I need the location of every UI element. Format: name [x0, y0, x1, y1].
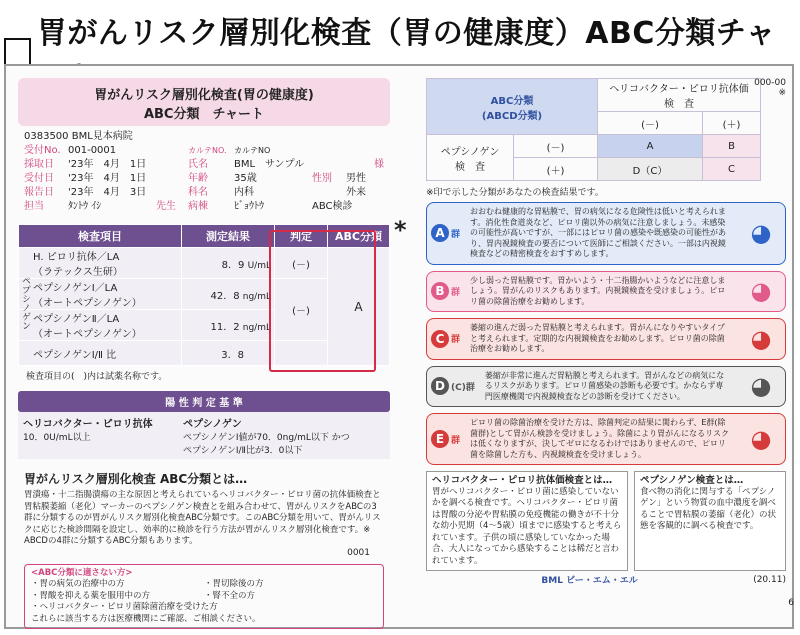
group-row: [426, 202, 786, 265]
column-header: ABC分類: [328, 225, 390, 248]
info-label: 報告日: [24, 187, 54, 198]
item-unit: U/mL: [247, 260, 271, 271]
neg-label: (－): [598, 112, 703, 135]
logo-text: BML: [541, 576, 563, 586]
chart-header: ABC分類 (ABCD分類): [427, 79, 598, 135]
classification-chart: [426, 78, 786, 181]
abc-result: A: [328, 248, 390, 366]
info-label: 受付No.: [24, 145, 61, 156]
pepsinogen-panel: [634, 471, 786, 571]
item-name: H. ピロリ抗体／LA （ラテックス生研）: [19, 248, 182, 279]
pylori-heading: ヘリコバクター・ピロリ抗体価検査とは…: [432, 475, 613, 486]
group-text: 萎縮が非常に進んだ胃粘膜と考えられます。胃がんなどの病気になるリスクがあります。ピロリ菌感染の診断も必要です。かならず専門医療機関で内視鏡検査などの診断を受けてください。: [484, 370, 725, 401]
info-label: 科名: [188, 187, 208, 198]
unsuitable-box: [24, 564, 384, 630]
patient-info: [18, 126, 390, 218]
criteria-right-heading: ペプシノゲン: [183, 419, 242, 430]
table-note: 検査項目の( )内は試薬名称です。: [26, 372, 168, 382]
left-page: [18, 78, 390, 635]
group-letter: E: [431, 430, 449, 448]
group-name: 群: [451, 229, 461, 240]
info-row: [24, 186, 384, 200]
report-sheet: [4, 64, 794, 629]
side-label: ペプシノゲン: [20, 276, 30, 330]
item-value: 8．9: [221, 259, 245, 271]
info-label: 病棟: [188, 201, 208, 212]
info-label: 採取日: [24, 159, 54, 170]
info-label: 氏名: [188, 159, 208, 170]
list-item: ・胃切除後の方: [204, 579, 264, 589]
date-label: (20.11): [753, 574, 786, 585]
stomach-icon: ◕: [750, 324, 772, 353]
code-label: 0001: [347, 547, 370, 558]
cell-c: C: [703, 158, 761, 181]
group-letter: A: [431, 224, 449, 242]
column-header: 検査項目: [19, 225, 182, 248]
info-value: '23年 4月 3日: [68, 187, 147, 198]
cell-d: D（C）: [598, 158, 703, 181]
info-value: カルテNO: [234, 146, 271, 155]
group-text: おおむね健康的な胃粘膜で、胃の病気になる危険性は低いと考えられます。消化性食道炎など、ピロリ菌以外の病気に注意しましょう。未感染の可能性が高いですが、一部にはピロリ菌の感染や既感染の可能性があり、胃内視鏡検査の要否について医師にご相談ください。一部は内視鏡検査などの精密検査をおすすめします。: [470, 207, 727, 258]
pepsinogen-text: 食べ物の消化に関与する「ペプシノゲン」という物質の血中濃度を調べることで胃粘膜の萎縮（老化）の状態を客観的に調べる検査です。: [640, 486, 777, 531]
cell-b: B: [703, 135, 761, 158]
item-name: ペプシノゲンⅠ／LA （オートペプシノゲン）: [19, 279, 182, 310]
group-name: 群: [451, 335, 461, 346]
abc-description: 胃潰瘍・十二指腸潰瘍の主な原因と考えられているヘリコバクター・ピロリ菌の抗体価検査と胃粘膜萎縮（老化）マーカーのペプシノゲン検査とを組み合わせて、胃がんリスクをABCの3群に分類するのが胃がんリスク層別化検査ABC分類です。このABC分類を用いて、胃がんリスクに応じた検診間隔を設定し、効率的に検診を行う方法が胃がんリスク層別化検査です。※ ABCDの4群に分類するABC分類もあります。: [24, 490, 381, 546]
info-row: [24, 158, 384, 172]
chart-note: ※印で示した分類があなたの検査結果です。: [426, 188, 604, 198]
logo-sub: ビー・エム・エル: [566, 576, 638, 586]
footer-note: これらに該当する方は医療機関にご確認、ご相談ください。: [31, 613, 261, 624]
info-value: 35歳: [234, 173, 257, 184]
chart-code: 000-00: [754, 78, 786, 88]
info-value: BML サンプル: [234, 159, 305, 170]
group-text: 萎縮の進んだ弱った胃粘膜と考えられます。胃がんになりやすいタイプと考えられます。定期的な内視鏡検査をお勧めします。ピロリ菌の除菌治療をお勧めします。: [470, 323, 725, 353]
info-row: [24, 172, 384, 186]
item-value: 11．2: [210, 321, 240, 333]
pepsinogen-heading: ペプシノゲン検査とは…: [640, 475, 744, 486]
info-value: ﾋﾞｮｳﾄｳ: [234, 201, 264, 212]
stomach-icon: ◕: [750, 372, 772, 401]
item-name: ペプシノゲンⅡ／LA （オートペプシノゲン）: [19, 310, 182, 341]
info-row: [24, 144, 384, 158]
bottom-panels: [426, 471, 786, 571]
info-label: 年齢: [188, 173, 208, 184]
highlight-box: [269, 230, 376, 372]
column-header: 測定結果: [182, 225, 275, 248]
group-row: [426, 318, 786, 360]
pg-label: ペプシノゲン 検 査: [427, 135, 514, 181]
clinic-name: 0383500 BML見本病院: [24, 131, 133, 142]
page-title: 胃がんリスク層別化検査（胃の健康度）ABC分類チャ: [36, 16, 776, 51]
abc-table: [426, 78, 761, 181]
pos-label: (＋): [514, 158, 598, 181]
item-unit: ng/mL: [242, 291, 271, 302]
criteria-right-value: ペプシノゲンⅠ値が70．0ng/mL以下 かつ: [183, 433, 350, 443]
page-number: 6: [788, 598, 794, 608]
item-value: 42．8: [210, 290, 240, 302]
criteria-right-value: ペプシノゲンⅠ/Ⅱ比が3．0以下: [183, 446, 303, 456]
criteria-left-heading: ヘリコバクター・ピロリ抗体: [23, 419, 153, 430]
list-item: ・胃の病気の治療中の方: [31, 579, 125, 589]
criteria-title: 陽 性 判 定 基 準: [18, 391, 390, 412]
pylori-text: 胃がヘリコバクター・ピロリ菌に感染していないかを調べる検査です。ヘリコバクター・ピロリ菌は胃酸の分泌や胃粘膜の免疫機能の働きが不十分な幼小児期（4～5歳）頃までに感染すると考えられています。子供の頃に感染していなかった場合、大人になってから感染することは稀だと言われています。: [432, 486, 622, 566]
item-judge: (－): [275, 248, 328, 279]
group-name: (C)群: [451, 382, 475, 393]
stomach-icon: ◕: [750, 425, 772, 453]
asterisk-marker: *: [394, 216, 407, 244]
info-value: '23年 4月 1日: [68, 173, 147, 184]
info-label: 担当: [24, 201, 44, 212]
column-header: 判定: [275, 225, 328, 248]
stomach-icon: ◕: [750, 219, 772, 248]
list-item: ・ヘリコバクター・ピロリ菌除菌治療を受けた方: [31, 602, 218, 612]
info-value: 内科: [234, 187, 254, 198]
info-label: 性別: [312, 173, 332, 184]
info-value: '23年 4月 1日: [68, 159, 147, 170]
info-value: 外来: [346, 187, 366, 198]
item-name: ペプシノゲンⅠ/Ⅱ 比: [19, 341, 182, 366]
group-letter: B: [431, 282, 449, 300]
info-label: 受付日: [24, 173, 54, 184]
right-page: [426, 78, 794, 608]
stomach-icon: ◕: [750, 277, 772, 306]
info-label: 先生: [156, 201, 176, 212]
info-row: [24, 200, 384, 214]
list-item: ・胃酸を抑える薬を服用中の方: [31, 590, 151, 601]
pylori-panel: [426, 471, 628, 571]
group-letter: D: [431, 377, 449, 395]
chart-header: ヘリコバクター・ピロリ抗体価 検 査: [598, 79, 761, 112]
checkbox-icon: [4, 38, 31, 66]
group-row: [426, 413, 786, 465]
info-value: ABC検診: [312, 201, 353, 212]
item-value: 3．8: [182, 341, 275, 366]
criteria-panel: [18, 412, 390, 459]
list-item: ・腎不全の方: [204, 590, 256, 601]
info-value: 男性: [346, 173, 366, 184]
abc-heading: 胃がんリスク層別化検査 ABC分類とは…: [24, 472, 248, 486]
info-label: カルテNO.: [188, 146, 227, 155]
footer: [426, 573, 786, 586]
group-letter: C: [431, 330, 449, 348]
pos-label: (＋): [703, 112, 761, 135]
results-section: [18, 224, 390, 366]
group-name: 群: [451, 287, 461, 298]
group-row: [426, 366, 786, 408]
report-header: [18, 78, 390, 126]
group-text: ピロリ菌の除菌治療を受けた方は、除菌判定の結果に関わらず、E群(除菌群)として胃がん検診を受けましょう。除菌により胃がんになるリスクは低くなりますが、決してゼロになるわけではありませんので、ピロリ菌を除菌した方も、内視鏡検査を受けましょう。: [470, 418, 729, 459]
info-value: 001-0001: [68, 145, 117, 156]
group-list: [426, 202, 786, 465]
group-text: 少し弱った胃粘膜です。胃かいよう・十二指腸かいようなどに注意しましょう。胃がんのリスクもあります。内視鏡検査を受けましょう。ピロリ菌の除菌治療をお勧めします。: [470, 275, 726, 306]
report-subtitle: ABC分類 チャート: [143, 107, 265, 122]
info-value: ﾀﾝﾄｳ ｲｼ: [68, 201, 102, 212]
item-judge: (－): [275, 279, 328, 341]
info-label: 様: [374, 159, 384, 170]
cell-a: A: [598, 135, 703, 158]
criteria-left-value: 10．0U/mL以上: [23, 433, 91, 443]
unsuitable-heading: <ABC分類に適さない方>: [31, 567, 133, 578]
report-title: 胃がんリスク層別化検査(胃の健康度): [94, 88, 314, 103]
chart-star: ※: [778, 88, 786, 98]
group-row: [426, 271, 786, 313]
neg-label: (－): [514, 135, 598, 158]
group-name: 群: [451, 435, 461, 446]
item-unit: ng/mL: [242, 322, 271, 333]
